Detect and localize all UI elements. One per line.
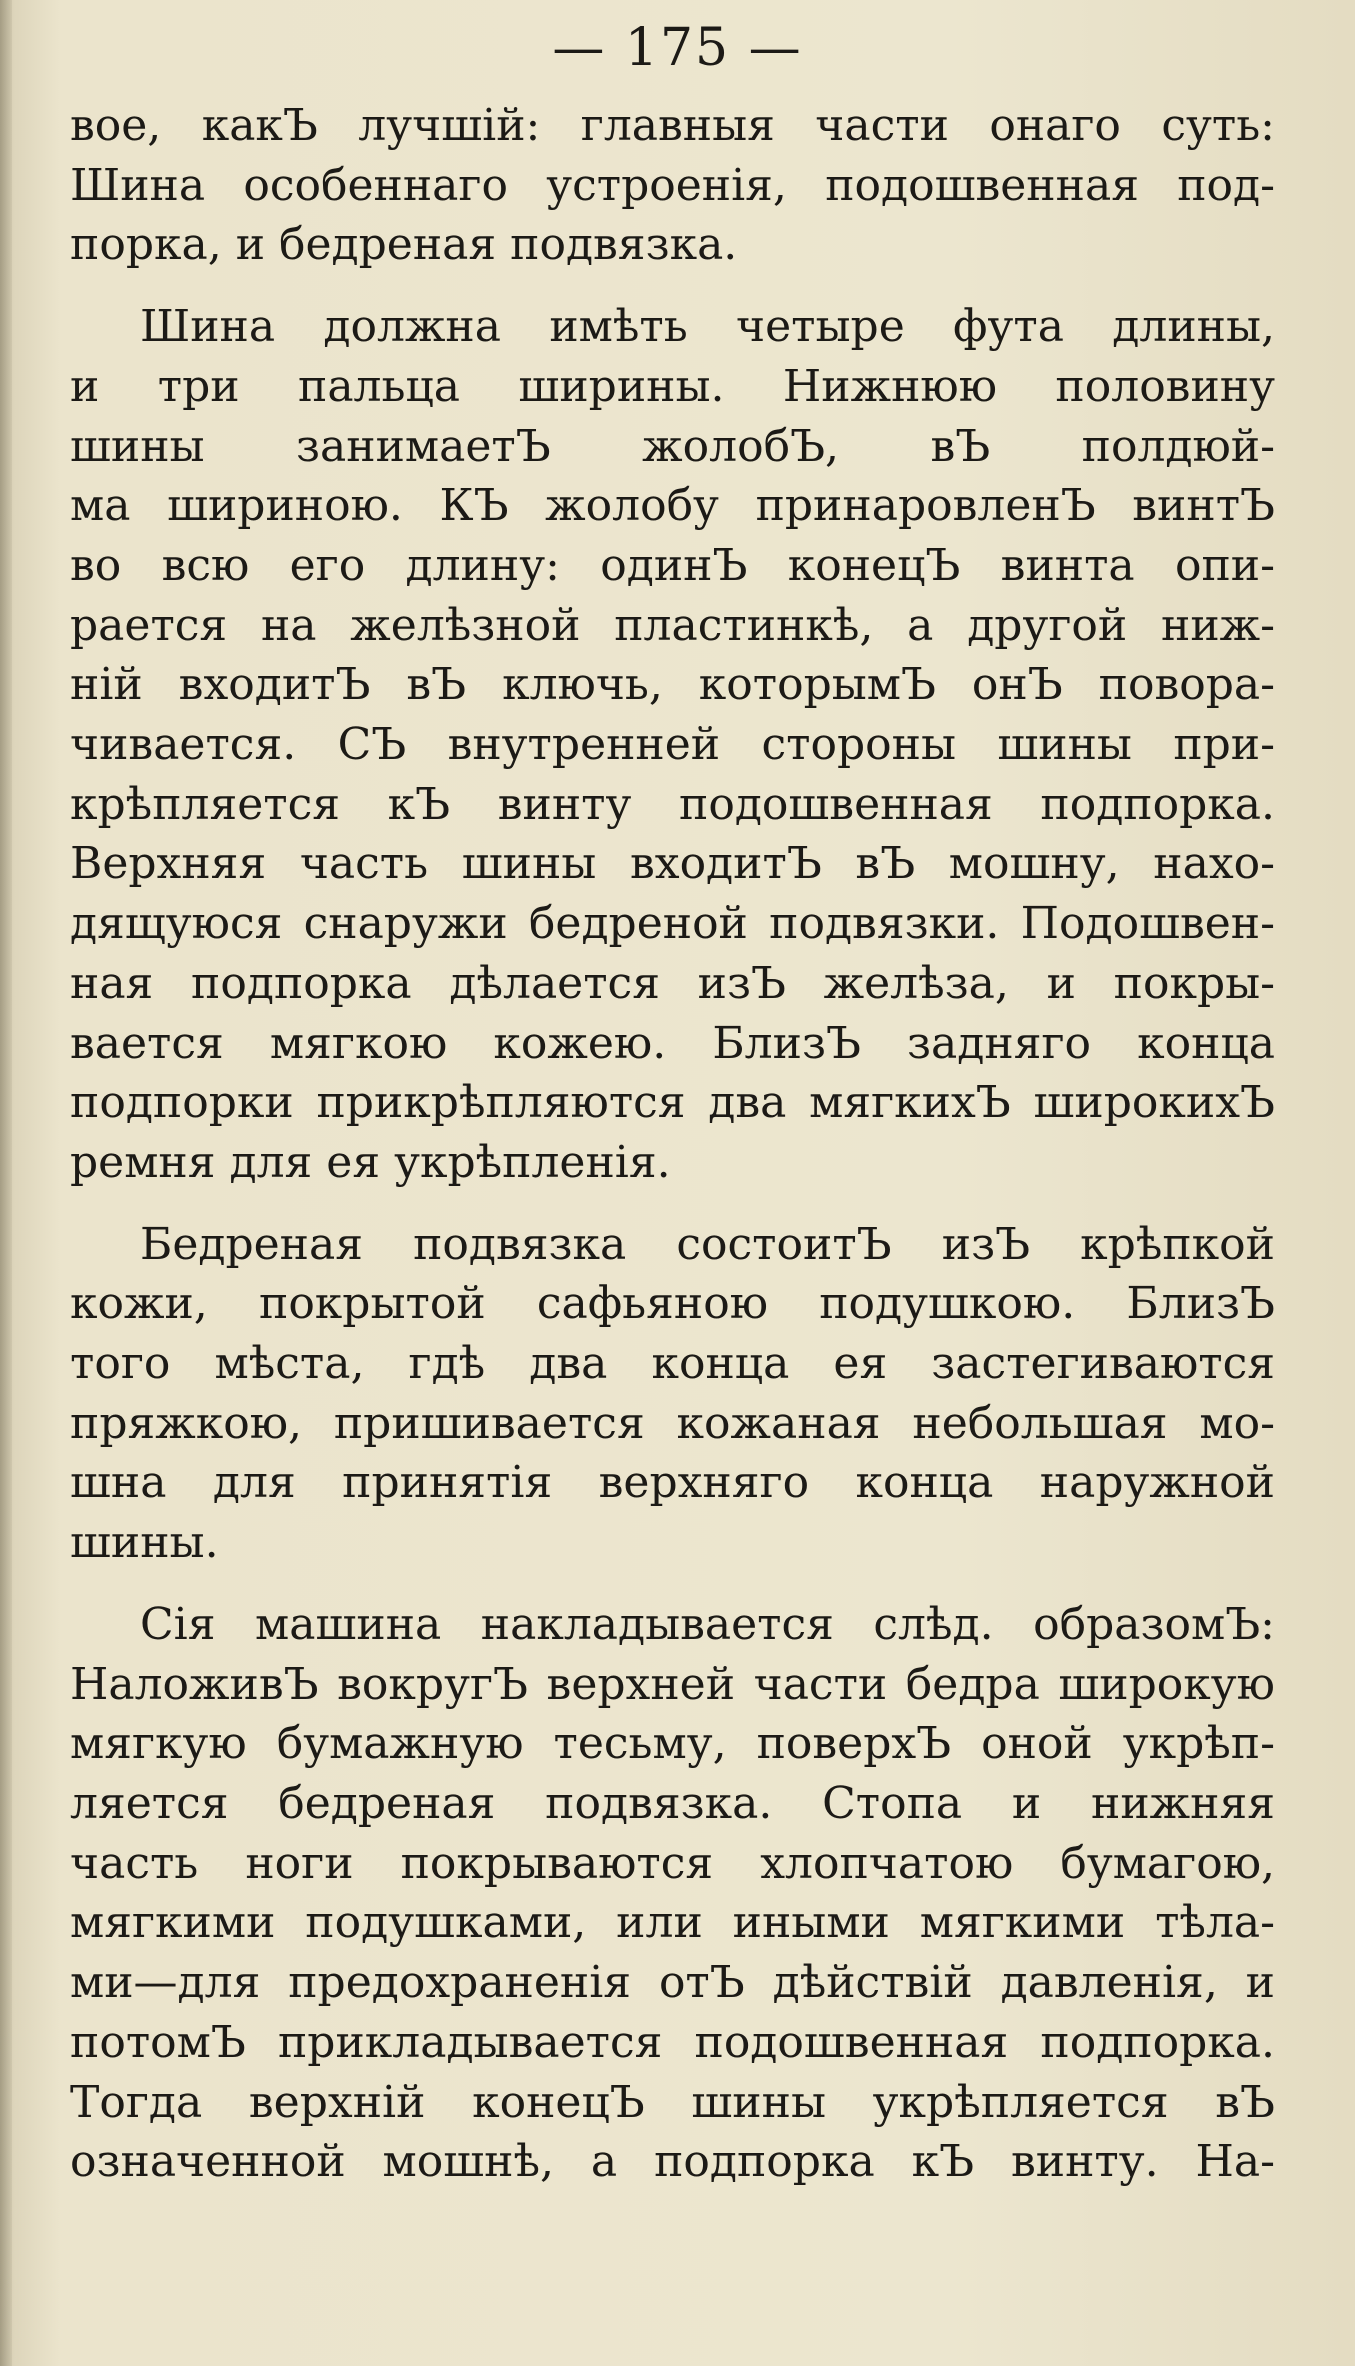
paragraph-gap [70,1573,1275,1595]
text-line: во всю его длину: одинЪ конецЪ винта опи- [70,539,1275,591]
text-line: Бедреная подвязка состоитЪ изЪ крѣпкой [140,1218,1275,1270]
page-number: — 175 — [552,18,803,78]
paragraph-gap [70,1193,1275,1215]
text-line: подпорки прикрѣпляются два мягкихЪ широкихЪ [70,1077,1275,1129]
text-line: ремня для ея укрѣпленія. [70,1136,671,1188]
text-line: Шина должна имѣть четыре фута длины, [140,301,1275,353]
text-line: вое, какЪ лучшій: главныя части онаго суть: [70,100,1275,151]
text-line: Верхняя часть шины входитЪ вЪ мошну, нахо- [70,838,1275,890]
text-line: мягкими подушками, или иными мягкими тѣла- [70,1897,1275,1949]
text-line: Тогда верхній конецЪ шины укрѣпляется вЪ [70,2076,1275,2128]
text-line: Шина особеннаго устроенія, подошвенная под- [70,159,1275,211]
text-line: рается на желѣзной пластинкѣ, а другой ниж- [70,599,1275,651]
text-line: ній входитЪ вЪ ключь, которымЪ онЪ повора- [70,659,1275,711]
page-binding-edge [0,0,12,2366]
text-line: означенной мошнѣ, а подпорка кЪ винту. На- [70,2136,1275,2188]
text-line: вается мягкою кожею. БлизЪ задняго конца [70,1017,1275,1069]
paragraph-gap [70,275,1275,297]
text-line: НаложивЪ вокругЪ верхней части бедра широкую [70,1658,1275,1710]
text-line: ляется бедреная подвязка. Стопа и нижняя [70,1777,1275,1829]
text-line: часть ноги покрываются хлопчатою бумагою, [70,1837,1275,1889]
text-line: ная подпорка дѣлается изЪ желѣза, и покры- [70,957,1275,1009]
text-line: крѣпляется кЪ винту подошвенная подпорка. [70,778,1275,830]
body-text [70,96,1275,2192]
text-line: кожи, покрытой сафьяною подушкою. БлизЪ [70,1278,1275,1330]
text-line: чивается. СЪ внутренней стороны шины при- [70,719,1275,771]
text-line: потомЪ прикладывается подошвенная подпорка. [70,2016,1275,2068]
text-line: шины занимаетЪ жолобЪ, вЪ полдюй- [70,420,1275,472]
text-line: ми—для предохраненія отЪ дѣйствій давленія, и [70,1957,1275,2009]
text-line: дящуюся снаружи бедреной подвязки. Подошвен- [70,898,1275,950]
text-line: Сія машина накладывается слѣд. образомЪ: [140,1598,1275,1650]
text-line: мягкую бумажную тесьму, поверхЪ оной укрѣп- [70,1718,1275,1770]
text-line: ма шириною. КЪ жолобу принаровленЪ винтЪ [70,480,1275,532]
text-line: того мѣста, гдѣ два конца ея застегиваются [70,1338,1275,1390]
text-line: шины. [70,1517,219,1569]
text-line: шна для принятія верхняго конца наружной [70,1457,1275,1509]
text-line: и три пальца ширины. Нижнюю половину [70,360,1275,412]
text-line: пряжкою, пришивается кожаная небольшая мо- [70,1397,1275,1449]
text-line: порка, и бедреная подвязка. [70,219,738,271]
